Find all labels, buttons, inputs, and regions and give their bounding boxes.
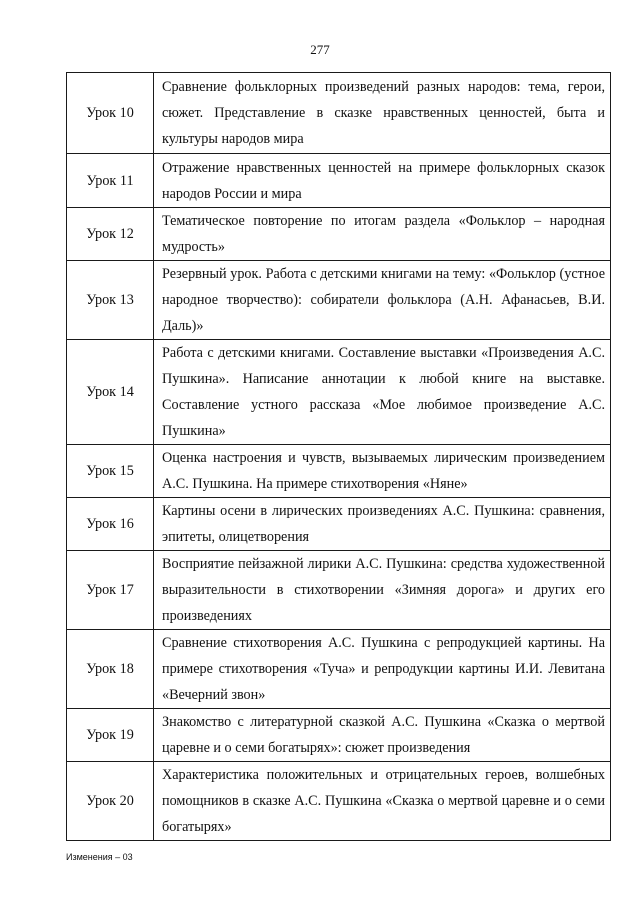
lesson-topic: Картины осени в лирических произведениях А.С. Пушкина: сравнения, эпитеты, олицетворения	[154, 498, 611, 551]
table-row	[67, 261, 611, 340]
table-row	[67, 154, 611, 208]
table-row	[67, 445, 611, 498]
lesson-topic: Характеристика положительных и отрицательных героев, волшебных помощников в сказке А.С. Пушкина «Сказка о мертвой царевне и о семи богатырях»	[154, 762, 611, 841]
lesson-topic: Тематическое повторение по итогам раздела «Фольклор – народная мудрость»	[154, 208, 611, 261]
table-row	[67, 551, 611, 630]
lesson-number: Урок 13	[67, 261, 154, 340]
lesson-number: Урок 19	[67, 709, 154, 762]
lesson-plan-table	[66, 72, 611, 841]
lesson-number: Урок 20	[67, 762, 154, 841]
lesson-topic: Знакомство с литературной сказкой А.С. Пушкина «Сказка о мертвой царевне и о семи богатырях»: сюжет произведения	[154, 709, 611, 762]
table-row	[67, 498, 611, 551]
lesson-topic: Сравнение стихотворения А.С. Пушкина с репродукцией картины. На примере стихотворения «Туча» и репродукции картины И.И. Левитана «Вечерний звон»	[154, 630, 611, 709]
lesson-number: Урок 16	[67, 498, 154, 551]
lesson-topic: Работа с детскими книгами. Составление выставки «Произведения А.С. Пушкина». Написание аннотации к любой книге на выставке. Составление устного рассказа «Мое любимое произведение А.С. Пушкина»	[154, 340, 611, 445]
footer-revision-note: Изменения – 03	[66, 852, 133, 862]
lesson-number: Урок 17	[67, 551, 154, 630]
lesson-number: Урок 11	[67, 154, 154, 208]
table-row	[67, 208, 611, 261]
table-row	[67, 630, 611, 709]
lesson-number: Урок 12	[67, 208, 154, 261]
table-row	[67, 73, 611, 154]
table-row	[67, 340, 611, 445]
lesson-topic: Оценка настроения и чувств, вызываемых лирическим произведением А.С. Пушкина. На примере стихотворения «Няне»	[154, 445, 611, 498]
lesson-topic: Восприятие пейзажной лирики А.С. Пушкина: средства художественной выразительности в стихотворении «Зимняя дорога» и других его произведениях	[154, 551, 611, 630]
page-number: 277	[310, 42, 330, 57]
table-row	[67, 709, 611, 762]
lesson-number: Урок 10	[67, 73, 154, 154]
lesson-number: Урок 18	[67, 630, 154, 709]
lesson-topic: Сравнение фольклорных произведений разных народов: тема, герои, сюжет. Представление в сказке нравственных ценностей, быта и культуры народов мира	[154, 73, 611, 154]
lesson-topic: Резервный урок. Работа с детскими книгами на тему: «Фольклор (устное народное творчество): собиратели фольклора (А.Н. Афанасьев, В.И. Даль)»	[154, 261, 611, 340]
lesson-topic: Отражение нравственных ценностей на примере фольклорных сказок народов России и мира	[154, 154, 611, 208]
lesson-number: Урок 14	[67, 340, 154, 445]
lesson-plan-body	[67, 73, 611, 841]
lesson-number: Урок 15	[67, 445, 154, 498]
table-row	[67, 762, 611, 841]
